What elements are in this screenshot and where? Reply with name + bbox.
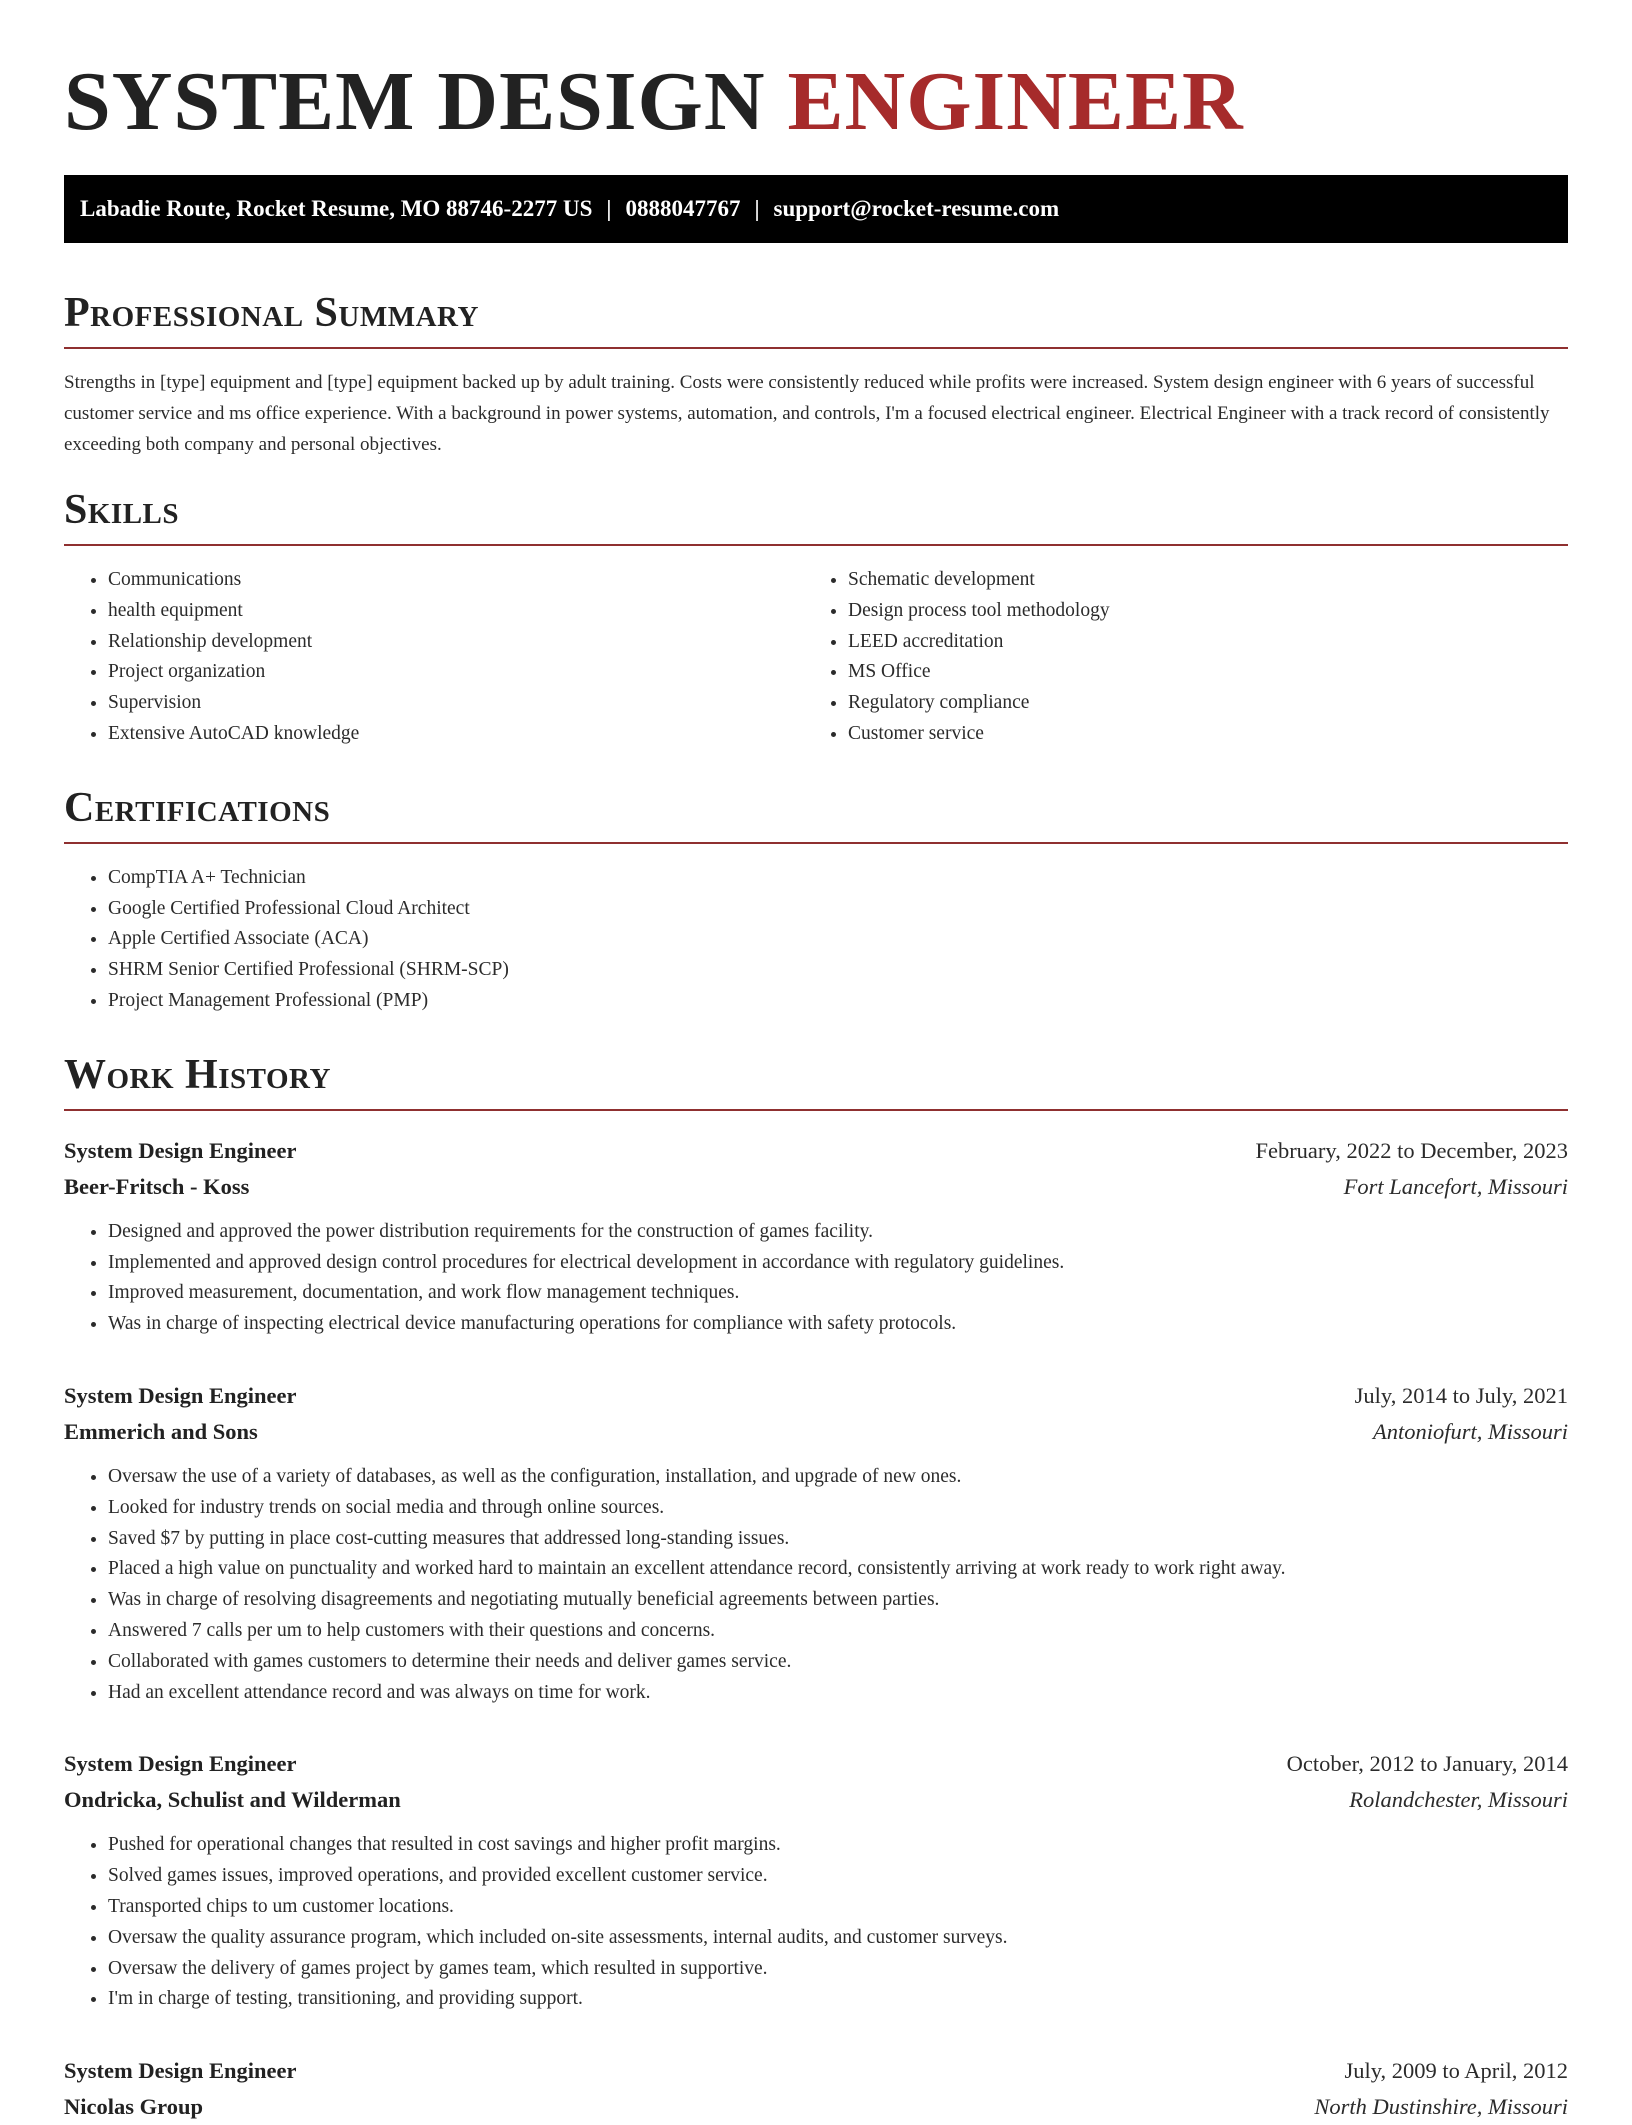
job-bullet: • I'm in charge of testing, transitioning, and providing support. [108,1984,1568,2015]
job-dates: October, 2012 to January, 2014 [1286,1751,1568,1777]
certifications-heading: Certifications [64,784,331,831]
job-company: Beer-Fritsch - Koss [64,1173,250,1199]
job-bullet: • Pushed for operational changes that resulted in cost savings and higher profit margins. [108,1830,1568,1861]
job-bullet: • Transported chips to um customer locations. [108,1892,1568,1923]
contact-address: Labadie Route, Rocket Resume, MO 88746-2277 US [80,196,593,221]
work-history-heading: Work History [64,1051,331,1098]
skill-item: • health equipment [108,596,804,627]
skill-item: • LEED accreditation [848,627,1568,658]
job-title: System Design Engineer [64,1137,297,1163]
skill-item: • Design process tool methodology [848,596,1568,627]
job-company: Nicolas Group [64,2094,203,2120]
job-company-row [64,1782,1568,1818]
skills-list-right [804,565,1568,750]
job-title: System Design Engineer [64,1751,297,1777]
skills-heading: Skills [64,487,180,533]
certification-item: • SHRM Senior Certified Professional (SHRM-SCP) [108,955,1568,986]
skill-item: • Schematic development [848,565,1568,596]
certifications-section [64,784,1568,1017]
job-bullets [64,1217,1568,1340]
resume-page [64,0,1568,2125]
job-location: North Dustinshire, Missouri [1314,2094,1568,2120]
job-bullet: • Placed a high value on punctuality and worked hard to maintain an excellent attendance record, consistently arriving at work ready to work right away. [108,1554,1568,1585]
summary-section [64,289,1568,460]
job-bullet: • Was in charge of inspecting electrical device manufacturing operations for compliance with safety protocols. [108,1309,1568,1340]
contact-separator: | [754,196,760,221]
job-header-row [64,1378,1568,1414]
job-bullet: • Implemented and approved design control procedures for electrical development in accordance with regulatory guidelines. [108,1248,1568,1279]
job-bullet: • Oversaw the delivery of games project by games team, which resulted in supportive. [108,1954,1568,1985]
skills-section [64,486,1568,750]
job-bullet: • Oversaw the quality assurance program, which included on-site assessments, internal audits, and customer surveys. [108,1923,1568,1954]
certification-item: • CompTIA A+ Technician [108,863,1568,894]
job-company-row [64,1169,1568,1205]
job-bullet: • Solved games issues, improved operations, and provided excellent customer service. [108,1861,1568,1892]
job-company-row [64,1414,1568,1450]
skill-item: • Customer service [848,719,1568,750]
job-company: Ondricka, Schulist and Wilderman [64,1787,401,1813]
section-divider [64,544,1568,546]
contact-phone: 0888047767 [625,196,741,221]
job-dates: July, 2014 to July, 2021 [1354,1382,1568,1408]
job-header-row [64,1133,1568,1169]
certification-item: • Apple Certified Associate (ACA) [108,924,1568,955]
skill-item: • Regulatory compliance [848,688,1568,719]
job-title: System Design Engineer [64,1382,297,1408]
section-divider [64,347,1568,349]
job-entry [64,1746,1568,2015]
job-entry [64,2053,1568,2125]
work-history-section [64,1051,1568,2125]
title-main: SYSTEM DESIGN [64,55,766,148]
contact-bar [64,175,1568,243]
job-bullet: • Oversaw the use of a variety of databases, as well as the configuration, installation, and upgrade of new ones. [108,1462,1568,1493]
job-dates: February, 2022 to December, 2023 [1255,1137,1568,1163]
job-bullet: • Was in charge of resolving disagreements and negotiating mutually beneficial agreements between parties. [108,1585,1568,1616]
job-header-row [64,1746,1568,1782]
job-entry [64,1133,1568,1340]
skill-item: • Relationship development [108,627,804,658]
skill-item: • MS Office [848,657,1568,688]
job-bullet: • Collaborated with games customers to determine their needs and deliver games service. [108,1647,1568,1678]
contact-email: support@rocket-resume.com [773,196,1060,221]
contact-separator: | [606,196,612,221]
job-header-row [64,2053,1568,2089]
section-divider [64,1109,1568,1111]
certification-item: • Google Certified Professional Cloud Architect [108,894,1568,925]
job-bullet: • Improved measurement, documentation, and work flow management techniques. [108,1278,1568,1309]
title-accent: ENGINEER [787,55,1244,148]
job-dates: July, 2009 to April, 2012 [1344,2058,1568,2084]
skill-item: • Supervision [108,688,804,719]
job-bullets [64,1462,1568,1708]
skills-list-left [64,565,804,750]
skills-grid [64,565,1568,750]
certification-item: • Project Management Professional (PMP) [108,986,1568,1017]
job-bullet: • Looked for industry trends on social media and through online sources. [108,1493,1568,1524]
certifications-list-wrap [64,863,1568,1017]
job-bullet: • Had an excellent attendance record and was always on time for work. [108,1678,1568,1709]
skills-column-right [804,565,1568,750]
job-company: Emmerich and Sons [64,1418,258,1444]
job-location: Antoniofurt, Missouri [1372,1418,1568,1444]
job-bullets [64,1830,1568,2015]
job-company-row [64,2089,1568,2125]
skill-item: • Extensive AutoCAD knowledge [108,719,804,750]
summary-text: Strengths in [type] equipment and [type] equipment backed up by adult training. Costs were consistently reduced while profits were increased. System design engineer with 6 years of successful customer service and ms office experience. With a background in power systems, automation, and controls, I'm a focused electrical engineer. Electrical Engineer with a track record of consistently exceeding both company and personal objectives. [64,372,1550,455]
section-divider [64,842,1568,844]
skills-column-left [64,565,804,750]
certifications-list [64,863,1568,1017]
job-entry [64,1378,1568,1708]
skill-item: • Communications [108,565,804,596]
job-location: Fort Lancefort, Missouri [1343,1173,1568,1199]
job-bullet: • Saved $7 by putting in place cost-cutting measures that addressed long-standing issues. [108,1524,1568,1555]
skill-item: • Project organization [108,657,804,688]
job-location: Rolandchester, Missouri [1349,1787,1568,1813]
summary-heading: Professional Summary [64,290,479,336]
resume-title [64,0,1568,152]
job-title: System Design Engineer [64,2058,297,2084]
job-bullet: • Answered 7 calls per um to help customers with their questions and concerns. [108,1616,1568,1647]
job-bullet: • Designed and approved the power distribution requirements for the construction of games facility. [108,1217,1568,1248]
